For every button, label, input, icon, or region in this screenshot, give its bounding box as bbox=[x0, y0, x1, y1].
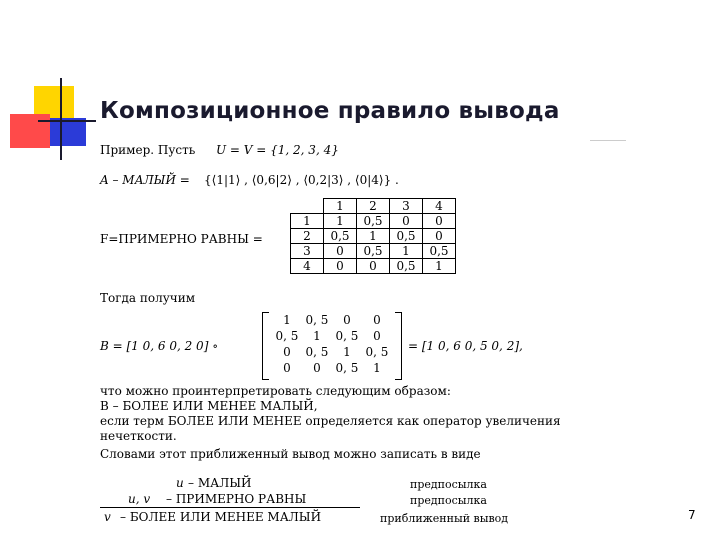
matrix-cell: 1 bbox=[313, 329, 321, 343]
matrix-right-bracket bbox=[395, 312, 402, 380]
table-cell: 0,5 bbox=[324, 229, 357, 244]
table-cell: 1 bbox=[423, 259, 456, 274]
matrix-cell: 0, 5 bbox=[335, 361, 359, 375]
interpretation-line: B – БОЛЕЕ ИЛИ МЕНЕЕ МАЛЫЙ, bbox=[100, 399, 318, 413]
inference-var: v bbox=[104, 510, 111, 524]
table-cell: 0 bbox=[357, 259, 390, 274]
table-cell: 4 bbox=[291, 259, 324, 274]
table-cell: 0 bbox=[324, 244, 357, 259]
table-header-row bbox=[291, 199, 456, 214]
interpretation-line: нечеткости. bbox=[100, 429, 177, 443]
table-header: 2 bbox=[357, 199, 390, 214]
inference-note: предпосылка bbox=[410, 478, 487, 491]
table-cell: 0 bbox=[423, 214, 456, 229]
slide-title: Композиционное правило вывода bbox=[100, 98, 560, 124]
composition-matrix bbox=[262, 312, 402, 378]
matrix-cell: 0 bbox=[373, 329, 381, 343]
table-row bbox=[291, 229, 456, 244]
page-number: 7 bbox=[688, 508, 696, 522]
blue-square bbox=[50, 118, 86, 146]
table-cell: 1 bbox=[357, 229, 390, 244]
relation-table bbox=[290, 198, 456, 274]
matrix-cell: 0, 5 bbox=[335, 329, 359, 343]
table-cell: 0,5 bbox=[390, 229, 423, 244]
table-cell: 0 bbox=[324, 259, 357, 274]
table-cell: 1 bbox=[291, 214, 324, 229]
table-row bbox=[291, 259, 456, 274]
matrix-cell: 0 bbox=[283, 345, 291, 359]
table-row bbox=[291, 244, 456, 259]
table-header: 4 bbox=[423, 199, 456, 214]
interpretation-line: если терм БОЛЕЕ ИЛИ МЕНЕЕ определяется как оператор увеличения bbox=[100, 414, 561, 428]
then-text: Тогда получим bbox=[100, 291, 196, 305]
inference-text: – БОЛЕЕ ИЛИ МЕНЕЕ МАЛЫЙ bbox=[120, 510, 322, 524]
matrix-row bbox=[272, 329, 392, 345]
matrix-left-bracket bbox=[262, 312, 269, 380]
inference-text: – ПРИМЕРНО РАВНЫ bbox=[166, 492, 307, 506]
inference-text: – МАЛЫЙ bbox=[188, 476, 252, 490]
matrix-cell: 0 bbox=[313, 361, 321, 375]
title-underline bbox=[590, 140, 626, 141]
matrix-cell: 1 bbox=[283, 313, 291, 327]
table-cell: 0 bbox=[390, 214, 423, 229]
inference-var: u bbox=[176, 476, 184, 490]
a-fuzzy-set: {⟨1|1⟩ , ⟨0,6|2⟩ , ⟨0,2|3⟩ , ⟨0|4⟩} . bbox=[204, 173, 399, 187]
a-label: A – МАЛЫЙ = bbox=[100, 173, 190, 187]
table-cell: 0,5 bbox=[423, 244, 456, 259]
table-row bbox=[291, 214, 456, 229]
table-cell: 1 bbox=[390, 244, 423, 259]
universe-definition: U = V = {1, 2, 3, 4} bbox=[216, 143, 339, 157]
composition-lhs: B = [1 0, 6 0, 2 0] ∘ bbox=[100, 339, 219, 353]
matrix-cell: 0, 5 bbox=[305, 345, 329, 359]
inference-var: u, v bbox=[128, 492, 151, 506]
matrix-row bbox=[272, 313, 392, 329]
table-cell: 0 bbox=[423, 229, 456, 244]
matrix-row bbox=[272, 361, 392, 377]
table-header: 1 bbox=[324, 199, 357, 214]
inference-note: предпосылка bbox=[410, 494, 487, 507]
vertical-rule bbox=[60, 78, 62, 160]
matrix-cell: 1 bbox=[343, 345, 351, 359]
example-prefix: Пример. Пусть bbox=[100, 143, 196, 157]
relation-label: F=ПРИМЕРНО РАВНЫ = bbox=[100, 232, 263, 246]
inference-divider bbox=[100, 507, 360, 508]
matrix-cell: 0 bbox=[373, 313, 381, 327]
table-cell: 0,5 bbox=[390, 259, 423, 274]
table-cell: 3 bbox=[291, 244, 324, 259]
matrix-cell: 0, 5 bbox=[275, 329, 299, 343]
matrix-cell: 0 bbox=[283, 361, 291, 375]
table-cell: 0,5 bbox=[357, 244, 390, 259]
inference-note: приближенный вывод bbox=[380, 512, 509, 525]
matrix-cell: 0 bbox=[343, 313, 351, 327]
matrix-cell: 1 bbox=[373, 361, 381, 375]
table-cell: 2 bbox=[291, 229, 324, 244]
matrix-row bbox=[272, 345, 392, 361]
matrix-cell: 0, 5 bbox=[305, 313, 329, 327]
interpretation-line: Словами этот приближенный вывод можно записать в виде bbox=[100, 447, 481, 461]
table-corner bbox=[291, 199, 324, 214]
matrix-cell: 0, 5 bbox=[365, 345, 389, 359]
table-cell: 0,5 bbox=[357, 214, 390, 229]
interpretation-line: что можно проинтерпретировать следующим образом: bbox=[100, 384, 451, 398]
table-header: 3 bbox=[390, 199, 423, 214]
horizontal-rule bbox=[38, 120, 96, 122]
table-cell: 1 bbox=[324, 214, 357, 229]
composition-rhs: = [1 0, 6 0, 5 0, 2], bbox=[408, 339, 523, 353]
